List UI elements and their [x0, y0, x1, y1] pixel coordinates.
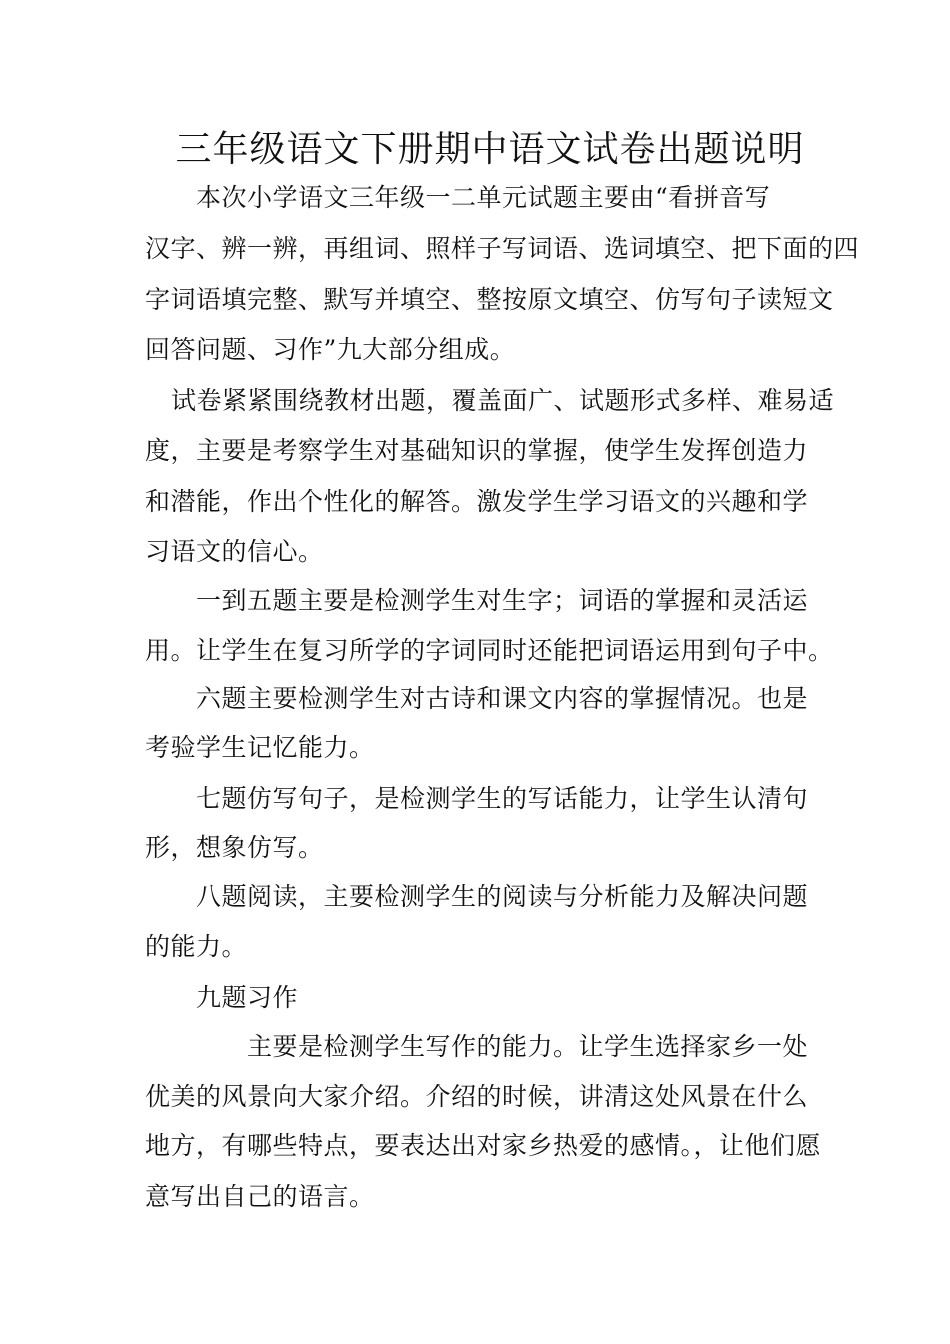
text-line: 本次小学语文三年级一二单元试题主要由“看拼音写: [196, 183, 771, 212]
text-line: 意写出自己的语言。: [145, 1182, 375, 1211]
text-line: 九题习作: [196, 983, 299, 1012]
text-line: 一到五题主要是检测学生对生字；词语的掌握和灵活运: [196, 586, 809, 615]
text-line: 回答问题、习作”九大部分组成。: [145, 335, 516, 364]
text-line: 汉字、辨一辨，再组词、照样子写词语、选词填空、把下面的四: [145, 234, 860, 263]
text-line: 形，想象仿写。: [145, 833, 324, 862]
document-title: 三年级语文下册期中语文试卷出题说明: [175, 129, 805, 170]
text-line: 习语文的信心。: [145, 537, 324, 566]
text-line: 优美的风景向大家介绍。介绍的时候，讲清这处风景在什么: [145, 1082, 809, 1111]
text-line: 试卷紧紧围绕教材出题，覆盖面广、试题形式多样、难易适: [171, 386, 835, 415]
text-line: 的能力。: [145, 932, 248, 961]
text-line: 地方，有哪些特点，要表达出对家乡热爱的感情。，让他们愿: [145, 1131, 822, 1160]
text-line: 主要是检测学生写作的能力。让学生选择家乡一处: [247, 1032, 809, 1061]
text-line: 度，主要是考察学生对基础知识的掌握，使学生发挥创造力: [145, 436, 809, 465]
text-line: 六题主要检测学生对古诗和课文内容的掌握情况。也是: [196, 684, 809, 713]
text-line: 字词语填完整、默写并填空、整按原文填空、仿写句子读短文: [145, 285, 834, 314]
text-line: 和潜能，作出个性化的解答。激发学生学习语文的兴趣和学: [145, 487, 809, 516]
text-line: 七题仿写句子，是检测学生的写话能力，让学生认清句: [196, 784, 809, 813]
text-line: 用。让学生在复习所学的字词同时还能把词语运用到句子中。: [145, 636, 834, 665]
text-line: 八题阅读，主要检测学生的阅读与分析能力及解决问题: [196, 882, 809, 911]
text-line: 考验学生记忆能力。: [145, 733, 375, 762]
